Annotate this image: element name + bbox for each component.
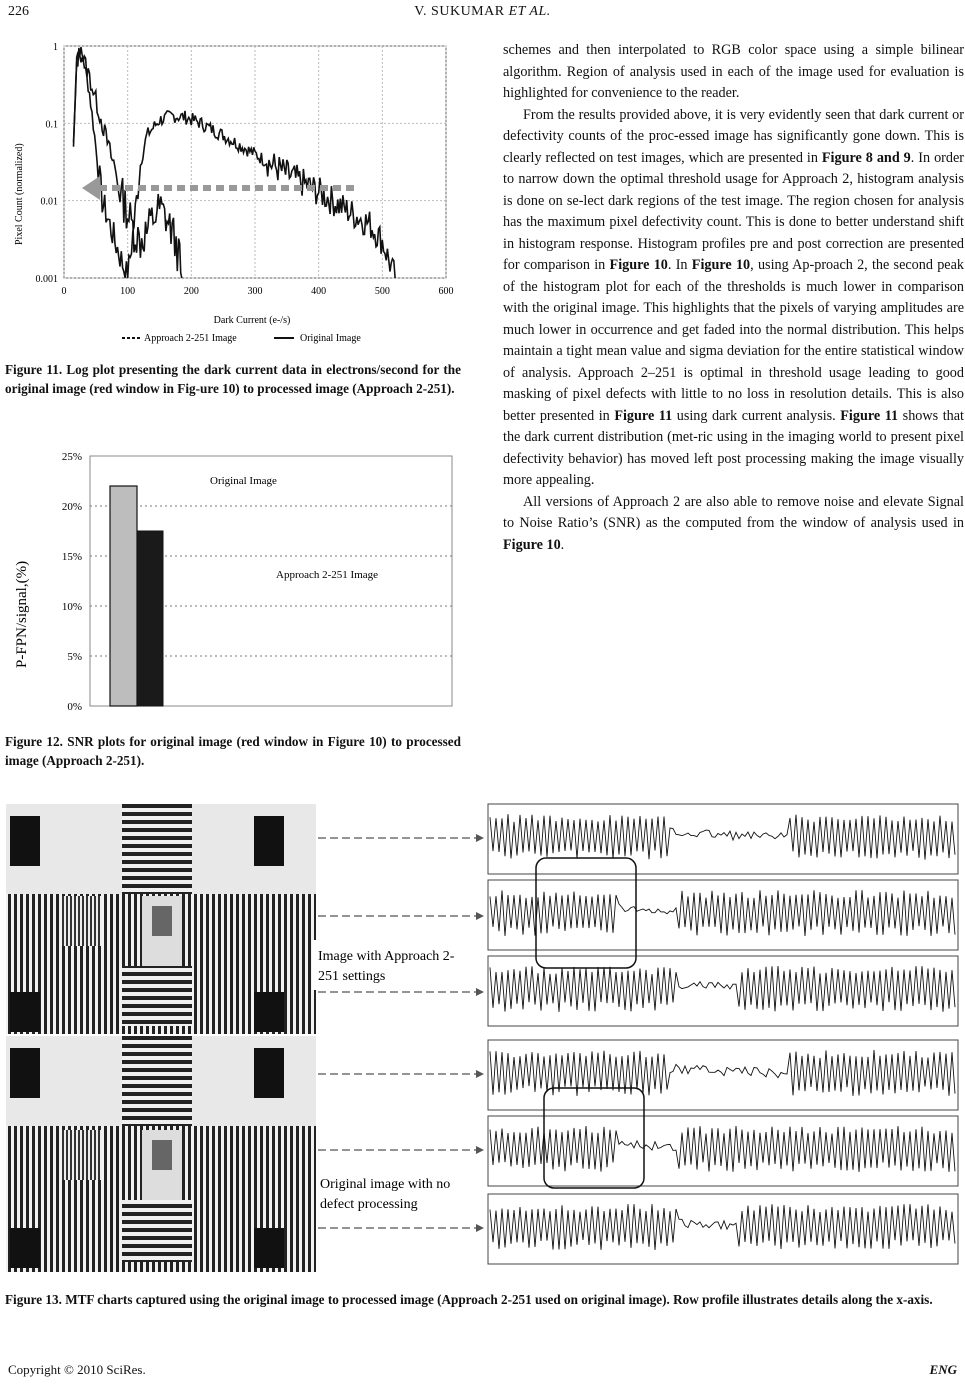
fig11-xlabel: Dark Current (e-/s) <box>213 315 291 326</box>
journal-abbrev: ENG <box>929 1362 957 1377</box>
ref-figure-10: Figure 10 <box>691 257 751 273</box>
figure-12-chart <box>4 448 464 710</box>
fig13-row-profiles <box>488 804 958 1264</box>
fig13-arrowhead <box>476 912 484 920</box>
fig13-arrowhead <box>476 834 484 842</box>
fig13-arrowhead <box>476 1146 484 1154</box>
figure-11-caption: Figure 11. Log plot presenting the dark current data in electrons/second for the original image (red window in Fig-ure 10) to processed image (Approach 2-251). <box>5 362 461 396</box>
ref-figure-10: Figure 10 <box>503 536 561 553</box>
paragraph-2: From the results provided above, it is very evidently seen that dark current or defectivity counts of the proc-essed image has significantly gone down. This is clearly reflected on test images, which are presented in Figure 8 and 9. In order to narrow down the optimal threshold usage for Approach 2, histogram analysis is done on se-lect dark regions of the test image. The region chosen for analysis has the maximum pixel defectivity count. This is done to better understand shift in histogram response. Histogram profiles pre and post correction are presented for comparison in Figure 10. In Figure 10, using Ap-proach 2, the second peak of the histogram plot for each of the thresholds is much lower in comparison with the original image. This highlights that the pixels of varying amplitudes are much lower in occurrence and get faded into the normal distribution. This helps maintain a tight mean value and sigma deviation for the entire statistical window of analysis. Approach 2–251 is optimal in threshold usage leading to good masking of pixel defects with little to no loss in resolution details. This is also better presented in Figure 11 using dark current analysis. Figure 11 shows that the dark current distribution (met-ric using in the imaging world to present pixel defectivity behavior) has moved left post processing making the image visually more appealing. <box>503 106 965 488</box>
fig12-ylabel: P-FPN/signal,(%) <box>14 560 30 668</box>
paragraph-3: All versions of Approach 2 are also able to remove noise and elevate Signal to Noise Ratio’s (SNR) as the computed from the window of analysis used in Figure 10. <box>503 493 964 553</box>
ref-figure-10: Figure 10 <box>609 257 668 273</box>
fig11-legend-original: Original Image <box>300 333 361 344</box>
fig12-label-approach: Approach 2-251 Image <box>276 569 379 581</box>
fig11-x-tick-label: 100 <box>120 286 136 297</box>
fig13-profile-panel <box>488 880 958 950</box>
fig13-arrowhead <box>476 1070 484 1078</box>
fig11-legend-approach: Approach 2-251 Image <box>144 333 237 344</box>
fig11-x-ticks <box>62 286 454 297</box>
figure-12-caption: Figure 12. SNR plots for original image (red window in Figure 10) to processed image (Approach 2-251). <box>5 734 461 768</box>
fig12-bar-approach <box>137 531 163 706</box>
fig11-y-tick-label: 0.01 <box>40 196 58 208</box>
running-title-author: V. SUKUMAR <box>414 4 505 19</box>
fig11-y-tick-label: 0.001 <box>35 274 58 285</box>
fig12-y-tick-label: 5% <box>67 651 82 663</box>
ref-figure-8-9: Figure 8 and 9 <box>821 149 911 166</box>
page-number: 226 <box>8 4 29 19</box>
copyright: Copyright © 2010 SciRes. <box>8 1362 146 1377</box>
fig11-x-tick-label: 0 <box>61 286 67 297</box>
fig12-y-tick-label: 10% <box>61 601 82 613</box>
fig12-y-tick-label: 20% <box>61 501 82 513</box>
figure-13-image <box>2 796 964 1278</box>
fig11-x-tick-label: 600 <box>438 286 454 297</box>
fig13-arrowhead <box>476 988 484 996</box>
fig13-label-processed-line1: Image with Approach 2- <box>318 949 455 964</box>
paragraph-1: schemes and then interpolated to RGB color space using a simple bilinear algorithm. Region of analysis used in each of the image used for evaluation is highlighted for convenience to the reader. <box>503 42 964 101</box>
right-column-text <box>503 40 964 556</box>
ref-figure-11: Figure 11 <box>614 407 673 424</box>
fig13-label-processed-line2: 251 settings <box>318 969 386 984</box>
fig13-label-original-line2: defect processing <box>320 1197 418 1212</box>
fig11-ylabel: Pixel Count (normalized) <box>14 143 25 245</box>
fig12-y-tick-label: 15% <box>61 551 82 563</box>
fig11-y-tick-label: 1 <box>53 42 58 53</box>
fig12-bar-original <box>110 486 137 706</box>
fig13-label-original-line1: Original image with no <box>320 1177 451 1192</box>
fig11-x-tick-label: 200 <box>183 286 199 297</box>
fig11-x-tick-label: 400 <box>311 286 327 297</box>
mtf-chart-processed <box>6 804 316 1034</box>
fig11-y-tick-label: 0.1 <box>45 119 58 131</box>
fig11-x-tick-label: 500 <box>374 286 390 297</box>
fig12-y-tick-label: 25% <box>61 451 82 463</box>
mtf-chart-original <box>6 1036 316 1272</box>
fig11-x-tick-label: 300 <box>247 286 263 297</box>
fig13-profile-panel <box>488 956 958 1026</box>
running-title <box>0 4 965 20</box>
fig12-y-ticks <box>62 451 82 710</box>
ref-figure-11: Figure 11 <box>840 407 899 424</box>
fig11-y-ticks <box>36 42 59 285</box>
fig13-arrowhead <box>476 1224 484 1232</box>
fig12-label-original: Original Image <box>210 475 277 487</box>
figure-11-chart <box>4 40 466 352</box>
fig12-y-tick-label: 0% <box>67 701 82 710</box>
running-title-etal: ET AL. <box>508 4 551 19</box>
figure-13-caption: Figure 13. MTF charts captured using the original image to processed image (Approach 2-251 used on original image). Row profile illustrates details along the x-axis. <box>5 1292 933 1307</box>
